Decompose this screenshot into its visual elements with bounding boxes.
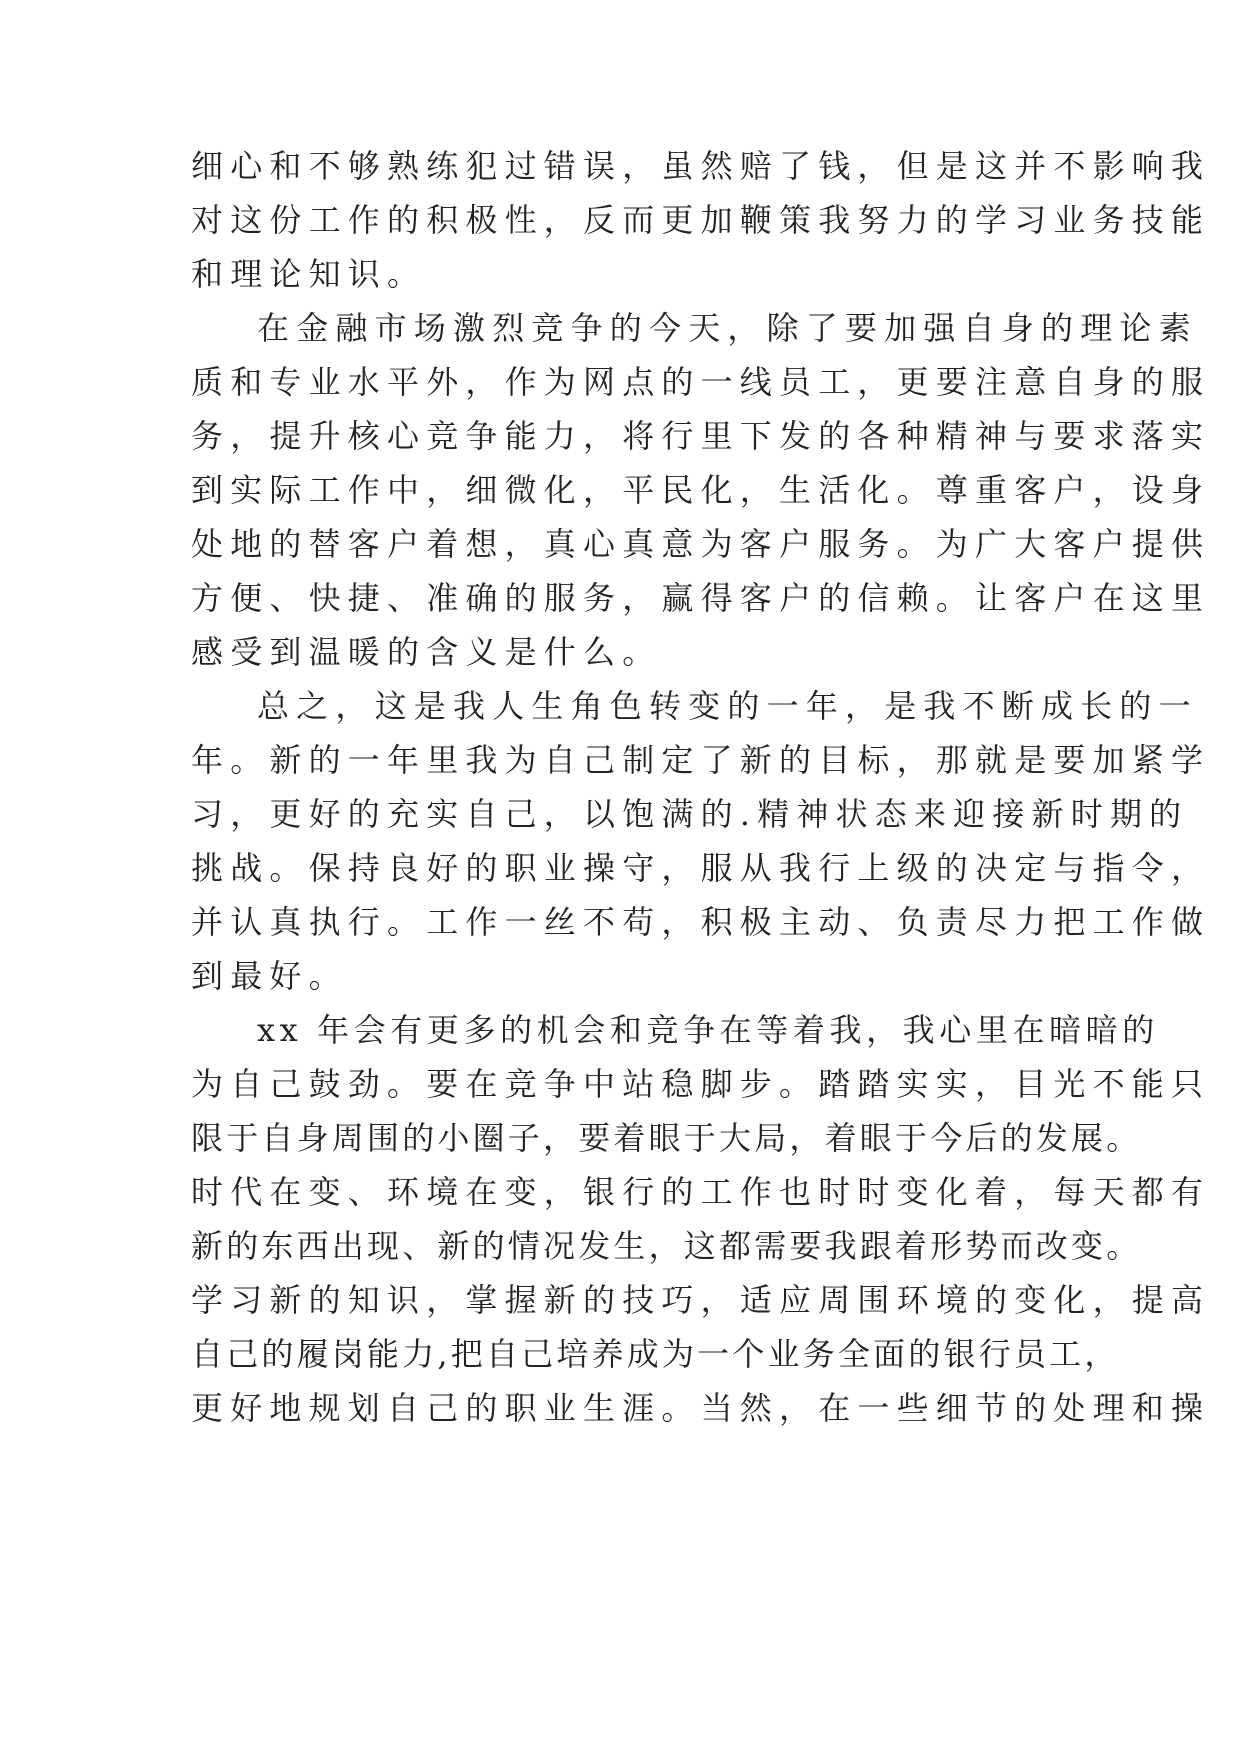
text-line: 处地的替客户着想，真心真意为客户服务。为广大客户提供 [191, 525, 1211, 563]
text-line: 年。新的一年里我为自己制定了新的目标，那就是要加紧学 [191, 741, 1211, 779]
text-line: 为自己鼓劲。要在竞争中站稳脚步。踏踏实实，目光不能只 [191, 1065, 1211, 1103]
text-line: xx 年会有更多的机会和竞争在等着我，我心里在暗暗的 [257, 1011, 1159, 1049]
text-line: 限于自身周围的小圈子，要着眼于大局，着眼于今后的发展。 [191, 1119, 1142, 1157]
text-line: 务，提升核心竞争能力，将行里下发的各种精神与要求落实 [191, 417, 1211, 455]
text-line: 方便、快捷、准确的服务，赢得客户的信赖。让客户在这里 [191, 579, 1211, 617]
text-line: 和理论知识。 [191, 255, 427, 293]
text-line: 细心和不够熟练犯过错误，虽然赔了钱，但是这并不影响我 [191, 147, 1211, 185]
text-line: 更好地规划自己的职业生涯。当然，在一些细节的处理和操 [191, 1389, 1211, 1427]
text-line: 在金融市场激烈竞争的今天，除了要加强自身的理论素 [257, 309, 1198, 347]
text-line: 时代在变、环境在变，银行的工作也时时变化着，每天都有 [191, 1173, 1211, 1211]
text-line: 自己的履岗能力,把自己培养成为一个业务全面的银行员工， [191, 1335, 1120, 1373]
text-line: 质和专业水平外，作为网点的一线员工，更要注意自身的服 [191, 363, 1211, 401]
text-line: 到最好。 [191, 957, 348, 995]
text-line: 习，更好的充实自己，以饱满的.精神状态来迎接新时期的 [191, 795, 1189, 833]
text-line: 挑战。保持良好的职业操守，服从我行上级的决定与指令， [191, 849, 1211, 887]
text-line: 总之，这是我人生角色转变的一年，是我不断成长的一 [257, 687, 1198, 725]
text-line: 学习新的知识，掌握新的技巧，适应周围环境的变化，提高 [191, 1281, 1211, 1319]
text-line: 新的东西出现、新的情况发生，这都需要我跟着形势而改变。 [191, 1227, 1142, 1265]
text-line: 感受到温暖的含义是什么。 [191, 633, 662, 671]
text-line: 到实际工作中，细微化，平民化，生活化。尊重客户，设身 [191, 471, 1211, 509]
text-line: 并认真执行。工作一丝不苟，积极主动、负责尽力把工作做 [191, 903, 1211, 941]
text-line: 对这份工作的积极性，反而更加鞭策我努力的学习业务技能 [191, 201, 1211, 239]
